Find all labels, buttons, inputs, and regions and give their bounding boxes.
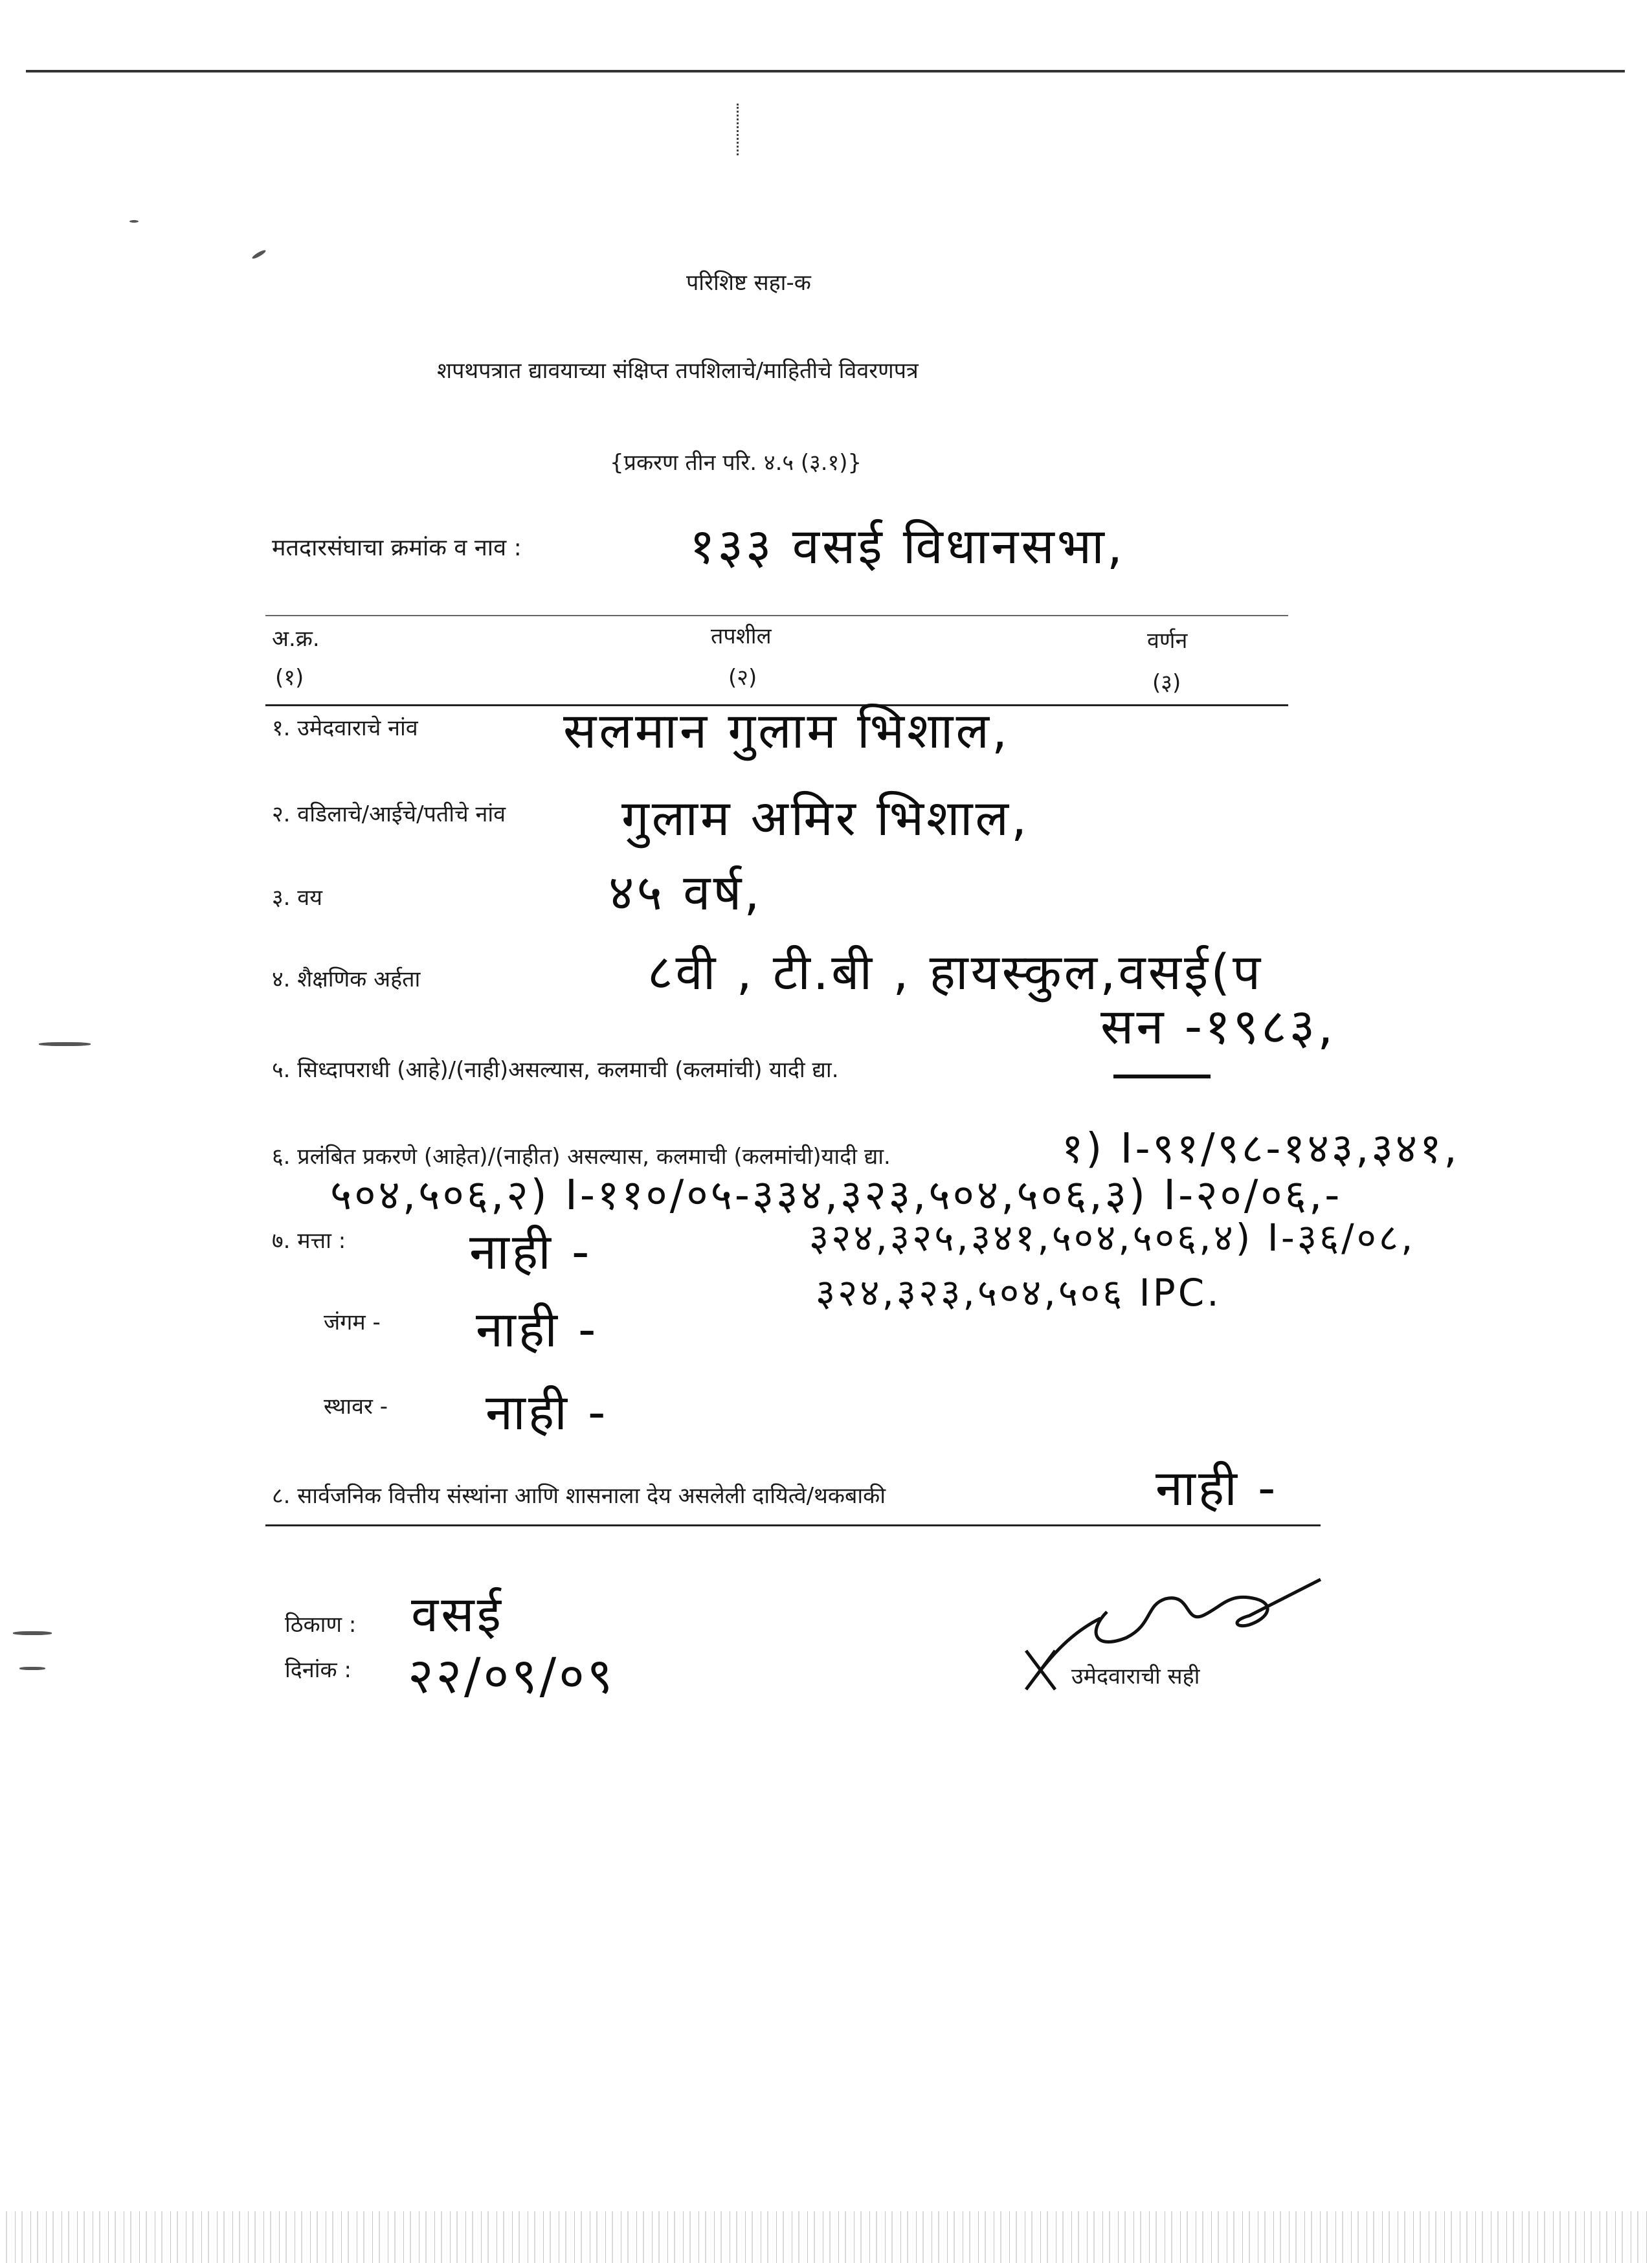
row6-value-line1: १) I-९१/९८-१४३,३४१, [1062, 1125, 1460, 1173]
col-description-number: (३) [1152, 670, 1181, 696]
scan-speck [19, 1667, 45, 1670]
row4-label: ४. शैक्षणिक अर्हता [272, 966, 421, 992]
row3-label: ३. वय [272, 885, 322, 911]
immovable-assets-label: स्थावर - [324, 1394, 388, 1420]
section-end-rule [265, 1524, 1321, 1526]
date-value: २२/०९/०९ [408, 1647, 616, 1704]
row3-value: ४५ वर्ष, [608, 864, 763, 921]
row1-label: १. उमेदवाराचे नांव [272, 715, 418, 741]
scan-speck [39, 1042, 91, 1046]
signature-label: उमेदवाराची सही [1071, 1664, 1200, 1689]
scan-speck [129, 220, 139, 223]
signature-stroke-main [1096, 1579, 1321, 1642]
col-serial-heading: अ.क्र. [272, 626, 320, 652]
row4-value-line1: ८वी , टी.बी , हायस्कुल,वसई(प [647, 943, 1264, 1001]
row4-value-line2: सन -१९८३, [1100, 998, 1336, 1055]
row5-dash [1113, 1075, 1211, 1078]
row2-value: गुलाम अमिर भिशाल, [621, 789, 1030, 847]
col-details-heading: तपशील [711, 623, 772, 649]
page-marker [737, 104, 741, 155]
immovable-assets-value: नाही - [486, 1383, 608, 1441]
row5-label: ५. सिध्दापराधी (आहे)/(नाही)असल्यास, कलमाची (कलमांची) यादी द्या. [272, 1057, 839, 1083]
constituency-value: १३३ वसई विधानसभा, [689, 517, 1126, 575]
movable-assets-value: नाही - [476, 1300, 599, 1358]
rule-reference: {प्रकरण तीन परि. ४.५ (३.१)} [610, 450, 862, 476]
row7-label: ७. मत्ता : [272, 1228, 346, 1254]
scan-speck [251, 249, 267, 260]
date-label: दिनांक : [285, 1657, 352, 1683]
row6-value-line2: ५०४,५०६,२) I-११०/०५-३३४,३२३,५०४,५०६,३) I-२०/०६,- [330, 1172, 1343, 1220]
row6-label: ६. प्रलंबित प्रकरणे (आहेत)/(नाहीत) असल्यास, कलमाची (कलमांची)यादी द्या. [272, 1144, 891, 1170]
row2-label: २. वडिलाचे/आईचे/पतीचे नांव [272, 801, 506, 827]
row6-value-line3: ३२४,३२५,३४१,५०४,५०६,४) I-३६/०८, [809, 1216, 1416, 1260]
col-details-number: (२) [728, 665, 757, 691]
top-border-line [26, 70, 1625, 72]
document-title: शपथपत्रात द्यावयाच्या संक्षिप्त तपशिलाचे/माहितीचे विवरणपत्र [437, 358, 919, 384]
col-description-heading: वर्णन [1147, 628, 1188, 654]
movable-assets-label: जंगम - [324, 1310, 381, 1335]
row8-value: नाही - [1155, 1459, 1278, 1517]
col-serial-number: (१) [275, 665, 304, 691]
constituency-label: मतदारसंघाचा क्रमांक व नाव : [272, 535, 522, 561]
scan-noise-band [0, 2211, 1652, 2263]
place-value: वसई [411, 1585, 504, 1643]
row6-value-line4: ३२४,३२३,५०४,५०६ IPC. [816, 1271, 1222, 1315]
row8-label: ८. सार्वजनिक वित्तीय संस्थांना आणि शासनाला देय असलेली दायित्वे/थकबाकी [272, 1483, 886, 1509]
place-label: ठिकाण : [285, 1612, 357, 1638]
constituency-underline [265, 615, 1288, 616]
row1-value: सलमान गुलाम भिशाल, [563, 702, 1010, 759]
scan-speck [13, 1631, 52, 1635]
row7-value: नाही - [469, 1223, 592, 1280]
appendix-heading: परिशिष्ट सहा-क [686, 270, 811, 296]
